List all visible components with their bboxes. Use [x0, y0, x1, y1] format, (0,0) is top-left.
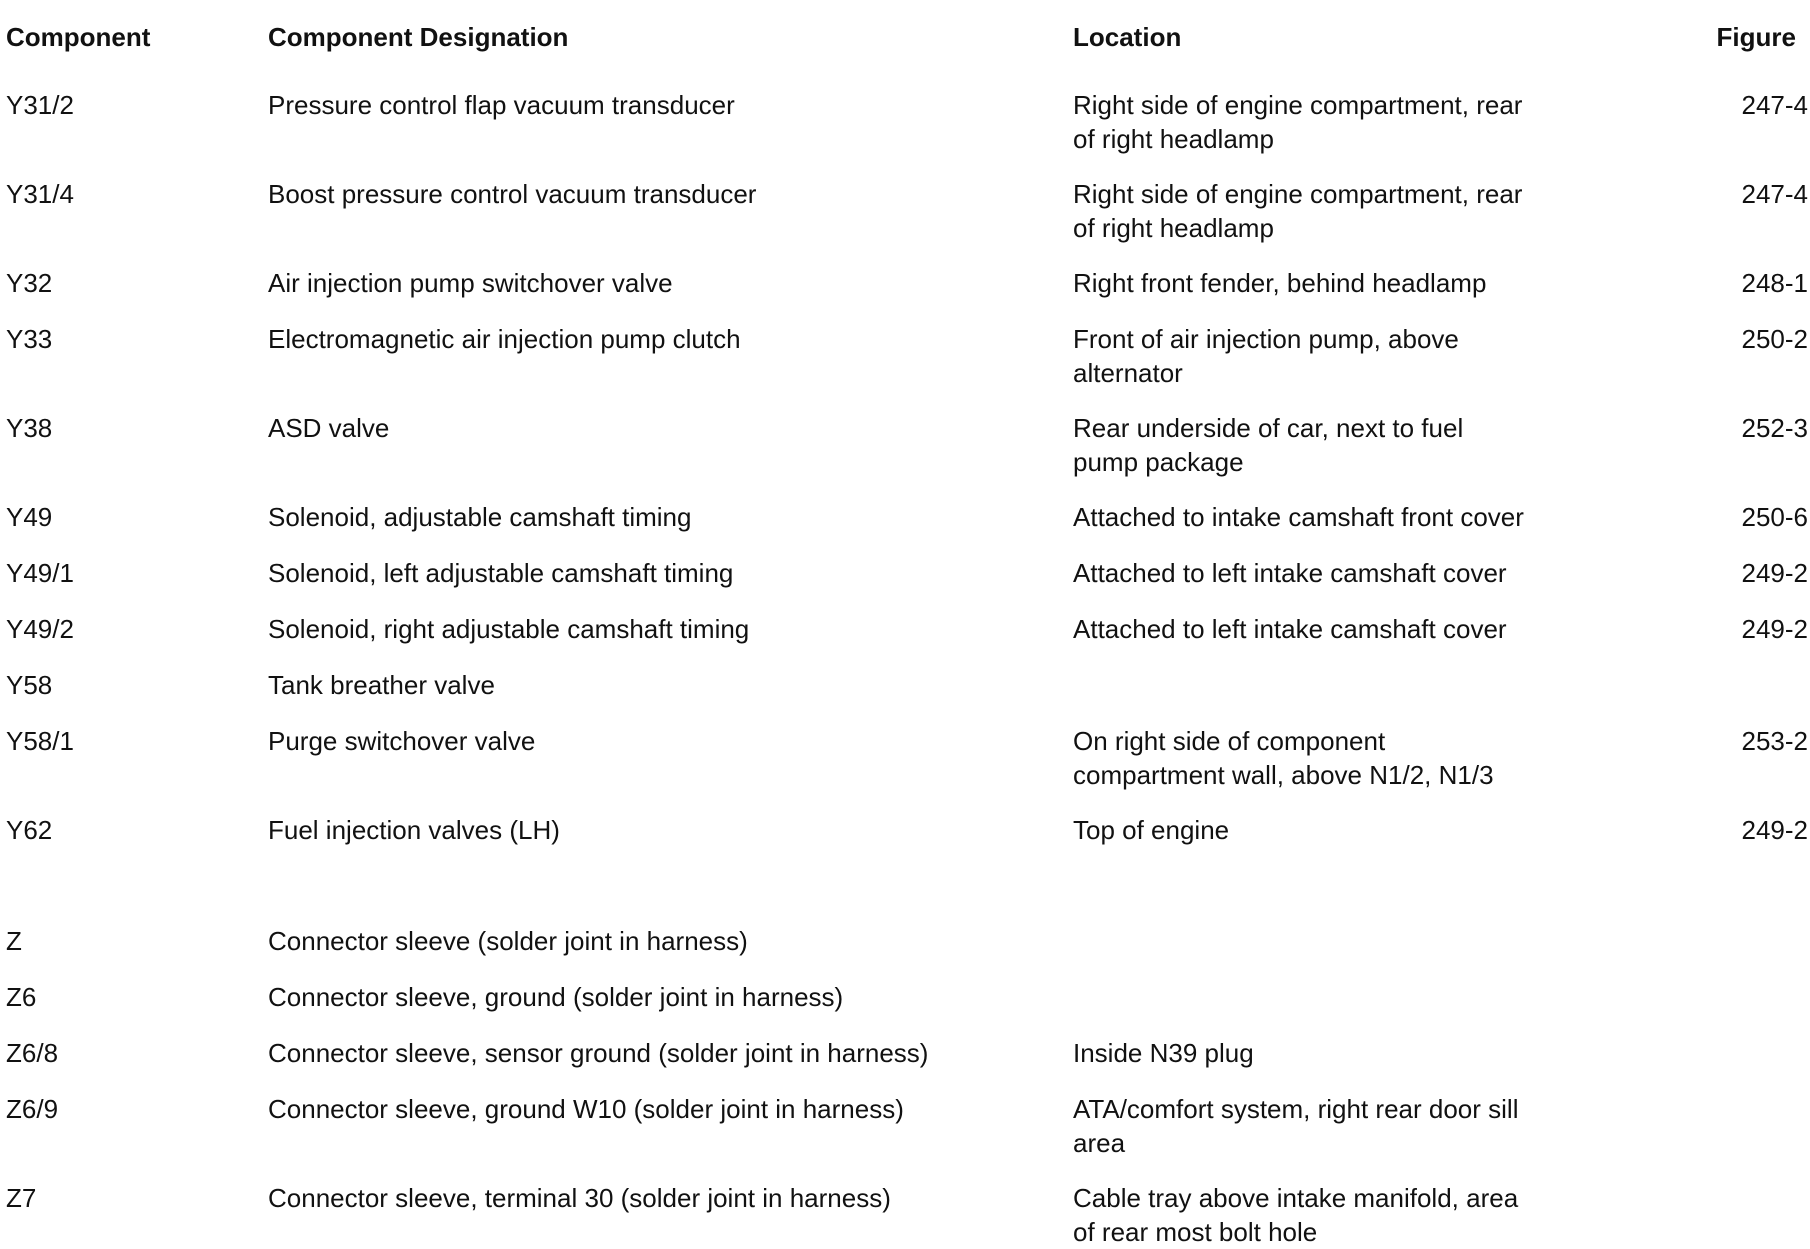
header-component: Component — [6, 22, 151, 52]
component-code: Y62 — [6, 815, 53, 845]
component-designation: Boost pressure control vacuum transducer — [268, 179, 757, 209]
location-line: Attached to left intake camshaft cover — [1073, 558, 1507, 588]
location-line: of rear most bolt hole — [1073, 1217, 1318, 1247]
location-line: area — [1073, 1128, 1126, 1158]
component-location — [1073, 500, 1603, 534]
location-line: Attached to intake camshaft front cover — [1073, 502, 1524, 532]
component-code: Y33 — [6, 324, 53, 354]
figure-reference: 247-4 — [1741, 90, 1808, 120]
component-code: Y58 — [6, 670, 53, 700]
component-location — [1073, 1036, 1603, 1070]
location-line: Right front fender, behind headlamp — [1073, 268, 1487, 298]
component-designation: Connector sleeve, ground (solder joint in harness) — [268, 982, 844, 1012]
component-location — [1073, 177, 1603, 245]
location-line: Inside N39 plug — [1073, 1038, 1254, 1068]
component-designation: Connector sleeve (solder joint in harness) — [268, 926, 748, 956]
figure-reference: 249-2 — [1741, 815, 1808, 845]
component-location — [1073, 556, 1603, 590]
component-designation: Connector sleeve, ground W10 (solder joint in harness) — [268, 1094, 904, 1124]
component-code: Y38 — [6, 413, 53, 443]
figure-reference: 250-6 — [1741, 502, 1808, 532]
component-designation: Tank breather valve — [268, 670, 495, 700]
location-line: Right side of engine compartment, rear — [1073, 179, 1523, 209]
component-location — [1073, 88, 1603, 156]
location-line: On right side of component — [1073, 726, 1386, 756]
component-designation: Solenoid, left adjustable camshaft timing — [268, 558, 734, 588]
component-location — [1073, 411, 1603, 479]
component-location — [1073, 612, 1603, 646]
component-code: Y31/4 — [6, 179, 74, 209]
figure-reference: 247-4 — [1741, 179, 1808, 209]
component-code: Y49/1 — [6, 558, 74, 588]
component-code: Z — [6, 926, 22, 956]
figure-reference: 249-2 — [1741, 558, 1808, 588]
figure-reference: 248-1 — [1741, 268, 1808, 298]
component-code: Z6/9 — [6, 1094, 59, 1124]
location-line: compartment wall, above N1/2, N1/3 — [1073, 760, 1494, 790]
location-line: Right side of engine compartment, rear — [1073, 90, 1523, 120]
component-code: Y58/1 — [6, 726, 74, 756]
location-line: ATA/comfort system, right rear door sill — [1073, 1094, 1519, 1124]
location-line: Top of engine — [1073, 815, 1230, 845]
component-code: Y49/2 — [6, 614, 74, 644]
figure-reference: 253-2 — [1741, 726, 1808, 756]
component-code: Z7 — [6, 1183, 37, 1213]
component-designation: Solenoid, right adjustable camshaft timing — [268, 614, 750, 644]
component-location — [1073, 266, 1603, 300]
component-code: Z6/8 — [6, 1038, 59, 1068]
location-line: Rear underside of car, next to fuel — [1073, 413, 1464, 443]
component-designation: Electromagnetic air injection pump clutch — [268, 324, 741, 354]
location-line: Attached to left intake camshaft cover — [1073, 614, 1507, 644]
component-designation: Pressure control flap vacuum transducer — [268, 90, 735, 120]
component-designation: ASD valve — [268, 413, 390, 443]
component-code: Z6 — [6, 982, 37, 1012]
component-location — [1073, 322, 1603, 390]
component-designation: Connector sleeve, sensor ground (solder joint in harness) — [268, 1038, 929, 1068]
header-figure: Figure — [1716, 22, 1796, 52]
component-code: Y32 — [6, 268, 53, 298]
location-line: of right headlamp — [1073, 213, 1274, 243]
location-line: of right headlamp — [1073, 124, 1274, 154]
component-designation: Solenoid, adjustable camshaft timing — [268, 502, 692, 532]
component-designation: Purge switchover valve — [268, 726, 536, 756]
header-designation: Component Designation — [268, 22, 569, 52]
header-location: Location — [1073, 22, 1182, 52]
figure-reference: 252-3 — [1741, 413, 1808, 443]
location-line: alternator — [1073, 358, 1183, 388]
figure-reference: 250-2 — [1741, 324, 1808, 354]
component-location — [1073, 724, 1603, 792]
location-line: pump package — [1073, 447, 1244, 477]
component-designation: Fuel injection valves (LH) — [268, 815, 560, 845]
component-location — [1073, 813, 1603, 847]
component-location — [1073, 1092, 1603, 1160]
component-location — [1073, 1181, 1603, 1249]
component-code: Y49 — [6, 502, 53, 532]
component-designation: Air injection pump switchover valve — [268, 268, 673, 298]
location-line: Front of air injection pump, above — [1073, 324, 1459, 354]
location-line: Cable tray above intake manifold, area — [1073, 1183, 1519, 1213]
component-designation: Connector sleeve, terminal 30 (solder joint in harness) — [268, 1183, 891, 1213]
figure-reference: 249-2 — [1741, 614, 1808, 644]
component-code: Y31/2 — [6, 90, 74, 120]
